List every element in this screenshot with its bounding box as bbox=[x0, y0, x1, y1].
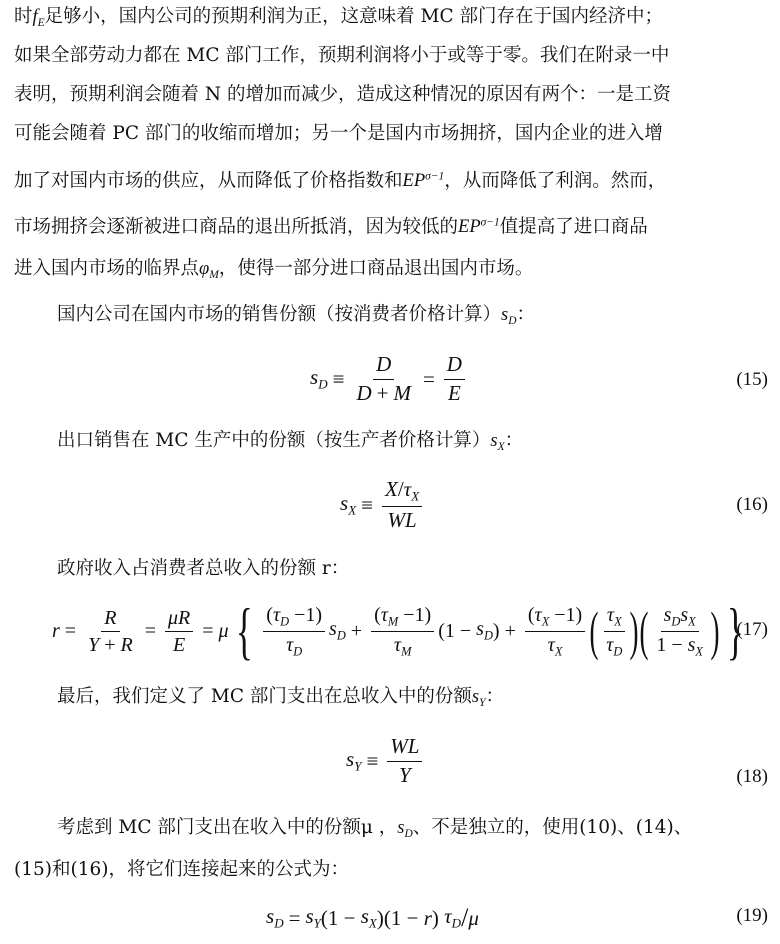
equation-18: $s_Y$ ≡ $\frac{WL}{Y}$ bbox=[346, 726, 426, 796]
equation-number: (16) bbox=[736, 494, 768, 515]
paragraph-line: 时$f_E$足够小，国内公司的预期利润为正，这意味着 MC 部门存在于国内经济中； bbox=[14, 6, 664, 29]
paragraph-line: 考虑到 MC 部门支出在收入中的份额μ ，$s_D$、不是独立的，使用(10)、(14)、 bbox=[57, 817, 693, 840]
paragraph-line: 国内公司在国内市场的销售份额（按消费者价格计算）$s_D$： bbox=[57, 304, 536, 327]
paragraph-line: 加了对国内市场的供应，从而降低了价格指数和$EP^{\sigma-1}$，从而降低了利润。然而， bbox=[14, 170, 667, 192]
paragraph-line: 如果全部劳动力都在 MC 部门工作，预期利润将小于或等于零。我们在附录一中 bbox=[14, 45, 670, 66]
equation-number: (17) bbox=[736, 619, 768, 640]
paragraph-line: 政府收入占消费者总收入的份额 r： bbox=[57, 558, 350, 579]
equation-15: $s_D$ ≡ $\frac{D}{D + M}$ = $\frac{D}{E}$ bbox=[310, 344, 469, 414]
equation-number: (19) bbox=[736, 905, 768, 926]
equation-16: $s_X$ ≡ $\frac{X/\tau_X}{WL}$ bbox=[340, 470, 426, 540]
paragraph-line: 表明，预期利润会随着 N 的增加而减少，造成这种情况的原因有两个：一是工资 bbox=[14, 84, 671, 105]
equation-17: r = $\frac{R}{Y + R}$ = $\frac{\mu R}{E}$ = μ { $\frac{(\tau_D -1)}{\tau_D}$ $s_D$ + $\frac{(\tau_M -1)}{\tau_M}$ (1 − $s_D$ ) + $\frac{(\tau_X -1)}{\tau_X}$ ( $\frac{\tau_X}{\tau_D}$ ) ( $\frac{s_Ds_X}{1 - s_X}$ ) } bbox=[52, 595, 744, 666]
equation-number: (18) bbox=[736, 766, 768, 787]
paragraph-line: 可能会随着 PC 部门的收缩而增加；另一个是国内市场拥挤，国内企业的进入增 bbox=[14, 123, 663, 144]
paragraph-line: 最后，我们定义了 MC 部门支出在总收入中的份额$s_Y$： bbox=[57, 686, 504, 709]
equation-19: $s_D$ = $s_Y$ (1 − $s_X$ )(1 − r ) $\tau_D$ / μ bbox=[266, 903, 479, 932]
equation-number: (15) bbox=[736, 369, 768, 390]
paragraph-line: 进入国内市场的临界点$\varphi_M$，使得一部分进口商品退出国内市场。 bbox=[14, 258, 534, 281]
paragraph-line: 出口销售在 MC 生产中的份额（按生产者价格计算）$s_X$： bbox=[57, 430, 524, 453]
paragraph-line: 市场拥挤会逐渐被进口商品的退出所抵消，因为较低的$EP^{\sigma-1}$值提高了进口商品 bbox=[14, 216, 648, 238]
paragraph-line: (15)和(16)，将它们连接起来的公式为： bbox=[14, 859, 349, 880]
